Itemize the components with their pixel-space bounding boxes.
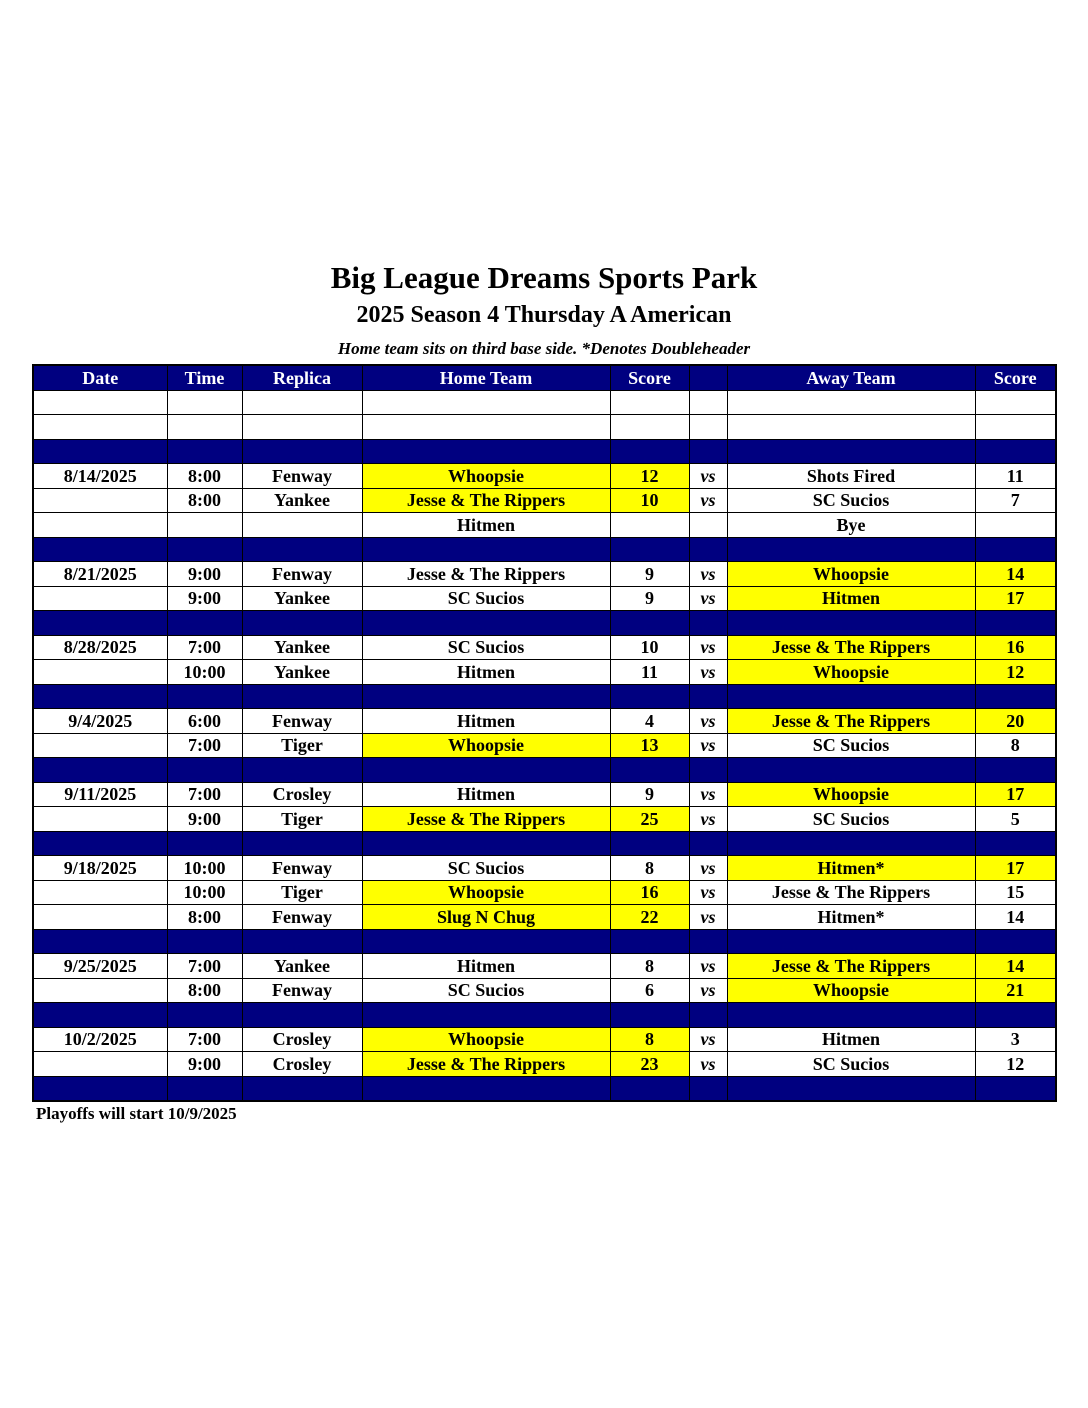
separator-row — [33, 1076, 1056, 1101]
away-team-cell: Hitmen — [727, 1027, 975, 1052]
away-score-cell — [975, 513, 1056, 538]
separator-cell — [610, 929, 689, 954]
away-score-cell: 15 — [975, 880, 1056, 905]
time-cell: 7:00 — [167, 782, 242, 807]
separator-cell — [362, 1003, 610, 1028]
separator-cell — [975, 758, 1056, 783]
home-score-cell — [610, 513, 689, 538]
blank-cell — [362, 415, 610, 440]
page-note: Home team sits on third base side. *Denotes Doubleheader — [337, 339, 751, 358]
separator-cell — [727, 831, 975, 856]
separator-cell — [975, 684, 1056, 709]
home-score-cell: 12 — [610, 464, 689, 489]
away-score-cell: 17 — [975, 856, 1056, 881]
separator-cell — [689, 929, 727, 954]
away-score-cell: 17 — [975, 782, 1056, 807]
date-cell: 9/4/2025 — [33, 709, 167, 734]
replica-cell: Fenway — [242, 464, 362, 489]
blank-cell — [727, 390, 975, 415]
game-row — [33, 954, 1056, 979]
time-cell: 9:00 — [167, 562, 242, 587]
away-team-cell: SC Sucios — [727, 733, 975, 758]
home-score-cell: 6 — [610, 978, 689, 1003]
separator-cell — [242, 439, 362, 464]
separator-cell — [33, 1076, 167, 1101]
home-team-cell: Whoopsie — [362, 733, 610, 758]
separator-cell — [362, 1076, 610, 1101]
away-team-cell: Jesse & The Rippers — [727, 954, 975, 979]
vs-cell: vs — [689, 954, 727, 979]
separator-row — [33, 439, 1056, 464]
separator-cell — [242, 1076, 362, 1101]
time-cell: 9:00 — [167, 807, 242, 832]
time-cell — [167, 513, 242, 538]
column-header-home-team: Home Team — [362, 365, 610, 390]
home-team-cell: SC Sucios — [362, 586, 610, 611]
replica-cell: Fenway — [242, 905, 362, 930]
away-score-cell: 7 — [975, 488, 1056, 513]
game-row — [33, 660, 1056, 685]
game-row — [33, 856, 1056, 881]
away-score-cell: 14 — [975, 905, 1056, 930]
game-row — [33, 733, 1056, 758]
date-cell: 9/11/2025 — [33, 782, 167, 807]
game-row — [33, 513, 1056, 538]
away-score-cell: 20 — [975, 709, 1056, 734]
home-score-cell: 11 — [610, 660, 689, 685]
blank-cell — [727, 415, 975, 440]
date-cell — [33, 488, 167, 513]
separator-cell — [610, 684, 689, 709]
vs-cell: vs — [689, 856, 727, 881]
vs-cell: vs — [689, 1027, 727, 1052]
separator-cell — [975, 1003, 1056, 1028]
game-row — [33, 807, 1056, 832]
separator-cell — [242, 831, 362, 856]
home-team-cell: Hitmen — [362, 782, 610, 807]
separator-cell — [727, 1076, 975, 1101]
replica-cell: Yankee — [242, 660, 362, 685]
home-score-cell: 4 — [610, 709, 689, 734]
separator-row — [33, 537, 1056, 562]
date-cell: 9/18/2025 — [33, 856, 167, 881]
date-cell: 8/14/2025 — [33, 464, 167, 489]
separator-cell — [727, 684, 975, 709]
away-score-cell: 8 — [975, 733, 1056, 758]
home-score-cell: 23 — [610, 1052, 689, 1077]
column-header-away-score: Score — [975, 365, 1056, 390]
separator-cell — [975, 1076, 1056, 1101]
home-team-cell: SC Sucios — [362, 635, 610, 660]
schedule-body — [33, 390, 1056, 1101]
away-score-cell: 12 — [975, 660, 1056, 685]
blank-row — [33, 390, 1056, 415]
game-row — [33, 782, 1056, 807]
separator-row — [33, 1003, 1056, 1028]
home-team-cell: Hitmen — [362, 709, 610, 734]
separator-cell — [362, 611, 610, 636]
time-cell: 9:00 — [167, 586, 242, 611]
vs-cell: vs — [689, 782, 727, 807]
time-cell: 6:00 — [167, 709, 242, 734]
separator-cell — [727, 758, 975, 783]
home-team-cell: Hitmen — [362, 954, 610, 979]
home-score-cell: 25 — [610, 807, 689, 832]
date-cell — [33, 880, 167, 905]
separator-cell — [33, 758, 167, 783]
date-cell — [33, 513, 167, 538]
home-score-cell: 22 — [610, 905, 689, 930]
separator-cell — [33, 929, 167, 954]
separator-cell — [689, 684, 727, 709]
separator-cell — [610, 758, 689, 783]
separator-cell — [33, 1003, 167, 1028]
game-row — [33, 978, 1056, 1003]
time-cell: 8:00 — [167, 978, 242, 1003]
time-cell: 7:00 — [167, 635, 242, 660]
home-score-cell: 9 — [610, 562, 689, 587]
away-score-cell: 11 — [975, 464, 1056, 489]
home-team-cell: Hitmen — [362, 660, 610, 685]
vs-cell: vs — [689, 660, 727, 685]
separator-cell — [242, 537, 362, 562]
separator-cell — [610, 439, 689, 464]
replica-cell: Tiger — [242, 733, 362, 758]
away-team-cell: Bye — [727, 513, 975, 538]
vs-cell: vs — [689, 635, 727, 660]
home-team-cell: SC Sucios — [362, 978, 610, 1003]
time-cell: 10:00 — [167, 880, 242, 905]
separator-cell — [610, 537, 689, 562]
away-team-cell: Shots Fired — [727, 464, 975, 489]
separator-cell — [33, 439, 167, 464]
separator-cell — [362, 831, 610, 856]
separator-cell — [167, 684, 242, 709]
separator-cell — [33, 537, 167, 562]
date-cell — [33, 1052, 167, 1077]
blank-row — [33, 415, 1056, 440]
time-cell: 7:00 — [167, 954, 242, 979]
separator-cell — [242, 1003, 362, 1028]
game-row — [33, 880, 1056, 905]
time-cell: 8:00 — [167, 488, 242, 513]
separator-cell — [610, 611, 689, 636]
separator-cell — [242, 929, 362, 954]
vs-cell: vs — [689, 978, 727, 1003]
separator-cell — [362, 758, 610, 783]
away-score-cell: 14 — [975, 562, 1056, 587]
away-score-cell: 17 — [975, 586, 1056, 611]
replica-cell: Fenway — [242, 562, 362, 587]
separator-cell — [362, 929, 610, 954]
separator-cell — [242, 611, 362, 636]
away-team-cell: Jesse & The Rippers — [727, 709, 975, 734]
separator-cell — [689, 1076, 727, 1101]
home-score-cell: 13 — [610, 733, 689, 758]
column-header-away-team: Away Team — [727, 365, 975, 390]
vs-cell: vs — [689, 464, 727, 489]
separator-row — [33, 758, 1056, 783]
separator-row — [33, 684, 1056, 709]
vs-cell: vs — [689, 562, 727, 587]
away-team-cell: Hitmen* — [727, 856, 975, 881]
separator-cell — [167, 537, 242, 562]
vs-cell: vs — [689, 586, 727, 611]
separator-cell — [689, 758, 727, 783]
home-team-cell: Slug N Chug — [362, 905, 610, 930]
date-cell — [33, 978, 167, 1003]
home-score-cell: 16 — [610, 880, 689, 905]
home-score-cell: 8 — [610, 856, 689, 881]
separator-cell — [167, 1076, 242, 1101]
away-score-cell: 16 — [975, 635, 1056, 660]
time-cell: 10:00 — [167, 660, 242, 685]
date-cell — [33, 807, 167, 832]
footer-note: Playoffs will start 10/9/2025 — [36, 1104, 237, 1123]
vs-cell: vs — [689, 733, 727, 758]
separator-cell — [975, 929, 1056, 954]
separator-cell — [689, 1003, 727, 1028]
replica-cell: Fenway — [242, 856, 362, 881]
separator-cell — [167, 831, 242, 856]
separator-cell — [242, 758, 362, 783]
separator-cell — [727, 1003, 975, 1028]
schedule-table — [32, 364, 1057, 1102]
time-cell: 8:00 — [167, 464, 242, 489]
away-team-cell: Whoopsie — [727, 660, 975, 685]
game-row — [33, 709, 1056, 734]
vs-cell: vs — [689, 807, 727, 832]
home-team-cell: Whoopsie — [362, 464, 610, 489]
vs-cell: vs — [689, 1052, 727, 1077]
separator-cell — [975, 611, 1056, 636]
separator-cell — [689, 831, 727, 856]
game-row — [33, 1027, 1056, 1052]
replica-cell — [242, 513, 362, 538]
blank-cell — [975, 390, 1056, 415]
home-score-cell: 10 — [610, 635, 689, 660]
home-team-cell: Whoopsie — [362, 1027, 610, 1052]
blank-cell — [33, 415, 167, 440]
replica-cell: Yankee — [242, 586, 362, 611]
column-header-time: Time — [167, 365, 242, 390]
column-header-date: Date — [33, 365, 167, 390]
separator-row — [33, 929, 1056, 954]
blank-cell — [975, 415, 1056, 440]
game-row — [33, 1052, 1056, 1077]
vs-cell — [689, 513, 727, 538]
separator-cell — [727, 439, 975, 464]
separator-cell — [689, 537, 727, 562]
vs-cell: vs — [689, 709, 727, 734]
away-team-cell: Jesse & The Rippers — [727, 635, 975, 660]
replica-cell: Crosley — [242, 782, 362, 807]
separator-cell — [33, 831, 167, 856]
date-cell — [33, 660, 167, 685]
home-team-cell: Jesse & The Rippers — [362, 807, 610, 832]
blank-cell — [242, 415, 362, 440]
date-cell — [33, 905, 167, 930]
game-row — [33, 905, 1056, 930]
separator-cell — [975, 831, 1056, 856]
time-cell: 9:00 — [167, 1052, 242, 1077]
away-score-cell: 21 — [975, 978, 1056, 1003]
home-team-cell: SC Sucios — [362, 856, 610, 881]
blank-cell — [610, 415, 689, 440]
replica-cell: Yankee — [242, 635, 362, 660]
away-team-cell: SC Sucios — [727, 807, 975, 832]
separator-row — [33, 831, 1056, 856]
replica-cell: Tiger — [242, 807, 362, 832]
game-row — [33, 488, 1056, 513]
column-header-replica: Replica — [242, 365, 362, 390]
away-score-cell: 3 — [975, 1027, 1056, 1052]
column-header-home-score: Score — [610, 365, 689, 390]
home-team-cell: Hitmen — [362, 513, 610, 538]
away-team-cell: Hitmen* — [727, 905, 975, 930]
game-row — [33, 562, 1056, 587]
separator-cell — [975, 439, 1056, 464]
home-score-cell: 8 — [610, 1027, 689, 1052]
date-cell: 8/21/2025 — [33, 562, 167, 587]
separator-cell — [689, 611, 727, 636]
home-score-cell: 9 — [610, 782, 689, 807]
home-score-cell: 8 — [610, 954, 689, 979]
away-score-cell: 12 — [975, 1052, 1056, 1077]
blank-cell — [689, 390, 727, 415]
blank-cell — [242, 390, 362, 415]
home-team-cell: Jesse & The Rippers — [362, 488, 610, 513]
blank-cell — [167, 390, 242, 415]
replica-cell: Yankee — [242, 488, 362, 513]
game-row — [33, 464, 1056, 489]
time-cell: 8:00 — [167, 905, 242, 930]
page-subtitle: 2025 Season 4 Thursday A American — [356, 302, 732, 328]
separator-cell — [33, 684, 167, 709]
separator-cell — [975, 537, 1056, 562]
away-team-cell: Whoopsie — [727, 782, 975, 807]
blank-cell — [689, 415, 727, 440]
away-score-cell: 14 — [975, 954, 1056, 979]
blank-cell — [167, 415, 242, 440]
replica-cell: Fenway — [242, 709, 362, 734]
separator-cell — [727, 611, 975, 636]
separator-row — [33, 611, 1056, 636]
separator-cell — [242, 684, 362, 709]
away-team-cell: SC Sucios — [727, 1052, 975, 1077]
date-cell: 9/25/2025 — [33, 954, 167, 979]
separator-cell — [362, 537, 610, 562]
column-header-vs — [689, 365, 727, 390]
replica-cell: Crosley — [242, 1052, 362, 1077]
vs-cell: vs — [689, 905, 727, 930]
separator-cell — [689, 439, 727, 464]
date-cell — [33, 586, 167, 611]
separator-cell — [610, 1076, 689, 1101]
replica-cell: Tiger — [242, 880, 362, 905]
vs-cell: vs — [689, 488, 727, 513]
replica-cell: Yankee — [242, 954, 362, 979]
home-team-cell: Jesse & The Rippers — [362, 1052, 610, 1077]
home-team-cell: Jesse & The Rippers — [362, 562, 610, 587]
game-row — [33, 635, 1056, 660]
away-team-cell: SC Sucios — [727, 488, 975, 513]
separator-cell — [362, 684, 610, 709]
separator-cell — [727, 929, 975, 954]
time-cell: 7:00 — [167, 1027, 242, 1052]
separator-cell — [610, 1003, 689, 1028]
home-score-cell: 10 — [610, 488, 689, 513]
separator-cell — [167, 439, 242, 464]
away-team-cell: Whoopsie — [727, 562, 975, 587]
vs-cell: vs — [689, 880, 727, 905]
date-cell — [33, 733, 167, 758]
time-cell: 10:00 — [167, 856, 242, 881]
away-team-cell: Hitmen — [727, 586, 975, 611]
separator-cell — [362, 439, 610, 464]
separator-cell — [167, 611, 242, 636]
date-cell: 8/28/2025 — [33, 635, 167, 660]
blank-cell — [33, 390, 167, 415]
away-team-cell: Jesse & The Rippers — [727, 880, 975, 905]
blank-cell — [362, 390, 610, 415]
time-cell: 7:00 — [167, 733, 242, 758]
blank-cell — [610, 390, 689, 415]
replica-cell: Fenway — [242, 978, 362, 1003]
home-team-cell: Whoopsie — [362, 880, 610, 905]
date-cell: 10/2/2025 — [33, 1027, 167, 1052]
away-team-cell: Whoopsie — [727, 978, 975, 1003]
separator-cell — [167, 1003, 242, 1028]
table-header-row — [33, 365, 1056, 390]
separator-cell — [33, 611, 167, 636]
game-row — [33, 586, 1056, 611]
replica-cell: Crosley — [242, 1027, 362, 1052]
separator-cell — [727, 537, 975, 562]
home-score-cell: 9 — [610, 586, 689, 611]
separator-cell — [610, 831, 689, 856]
page-title: Big League Dreams Sports Park — [330, 260, 758, 295]
separator-cell — [167, 929, 242, 954]
away-score-cell: 5 — [975, 807, 1056, 832]
separator-cell — [167, 758, 242, 783]
